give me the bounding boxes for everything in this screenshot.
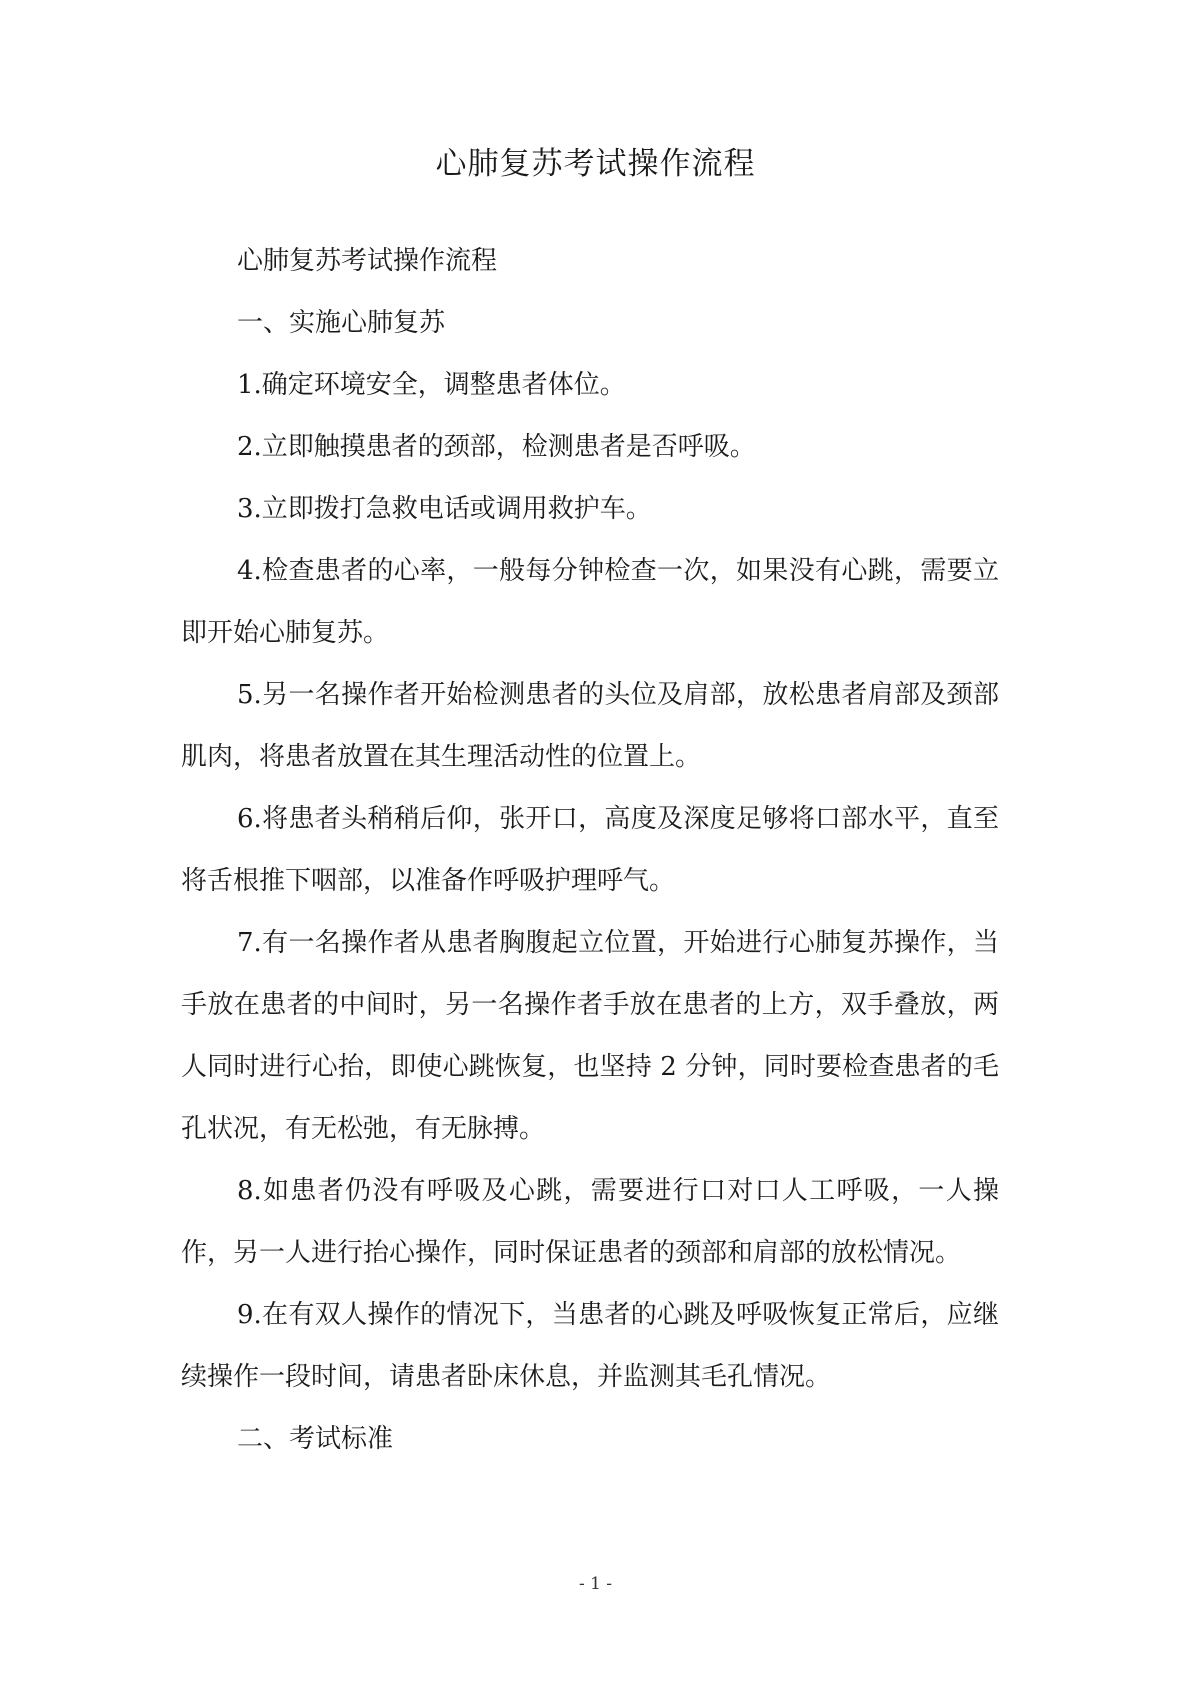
step-9: 9.在有双人操作的情况下，当患者的心跳及呼吸恢复正常后，应继续操作一段时间，请患者卧床休息，并监测其毛孔情况。	[181, 1300, 999, 1392]
step-3: 3.立即拨打急救电话或调用救护车。	[237, 494, 652, 524]
step-6: 6.将患者头稍稍后仰，张开口，高度及深度足够将口部水平，直至将舌根推下咽部，以准备作呼吸护理呼气。	[181, 804, 999, 896]
document-title: 心肺复苏考试操作流程	[435, 146, 756, 182]
step-2: 2.立即触摸患者的颈部，检测患者是否呼吸。	[237, 432, 756, 462]
section-heading-2: 二、考试标准	[237, 1424, 394, 1454]
step-4: 4.检查患者的心率，一般每分钟检查一次，如果没有心跳，需要立即开始心肺复苏。	[181, 556, 999, 648]
paragraph-heading: 心肺复苏考试操作流程	[237, 246, 498, 276]
step-7: 7.有一名操作者从患者胸腹起立位置，开始进行心肺复苏操作，当手放在患者的中间时，另一名操作者手放在患者的上方，双手叠放，两人同时进行心抬，即使心跳恢复，也坚持 2 分钟，同时要检查患者的毛孔状况，有无松弛，有无脉搏。	[181, 928, 999, 1144]
page-number: - 1 -	[578, 1574, 613, 1594]
step-1: 1.确定环境安全，调整患者体位。	[237, 370, 626, 400]
step-5: 5.另一名操作者开始检测患者的头位及肩部，放松患者肩部及颈部肌肉，将患者放置在其生理活动性的位置上。	[181, 680, 999, 772]
document-body	[181, 230, 999, 1470]
section-heading-1: 一、实施心肺复苏	[237, 308, 446, 338]
step-8: 8.如患者仍没有呼吸及心跳，需要进行口对口人工呼吸，一人操作，另一人进行抬心操作，同时保证患者的颈部和肩部的放松情况。	[181, 1176, 999, 1268]
